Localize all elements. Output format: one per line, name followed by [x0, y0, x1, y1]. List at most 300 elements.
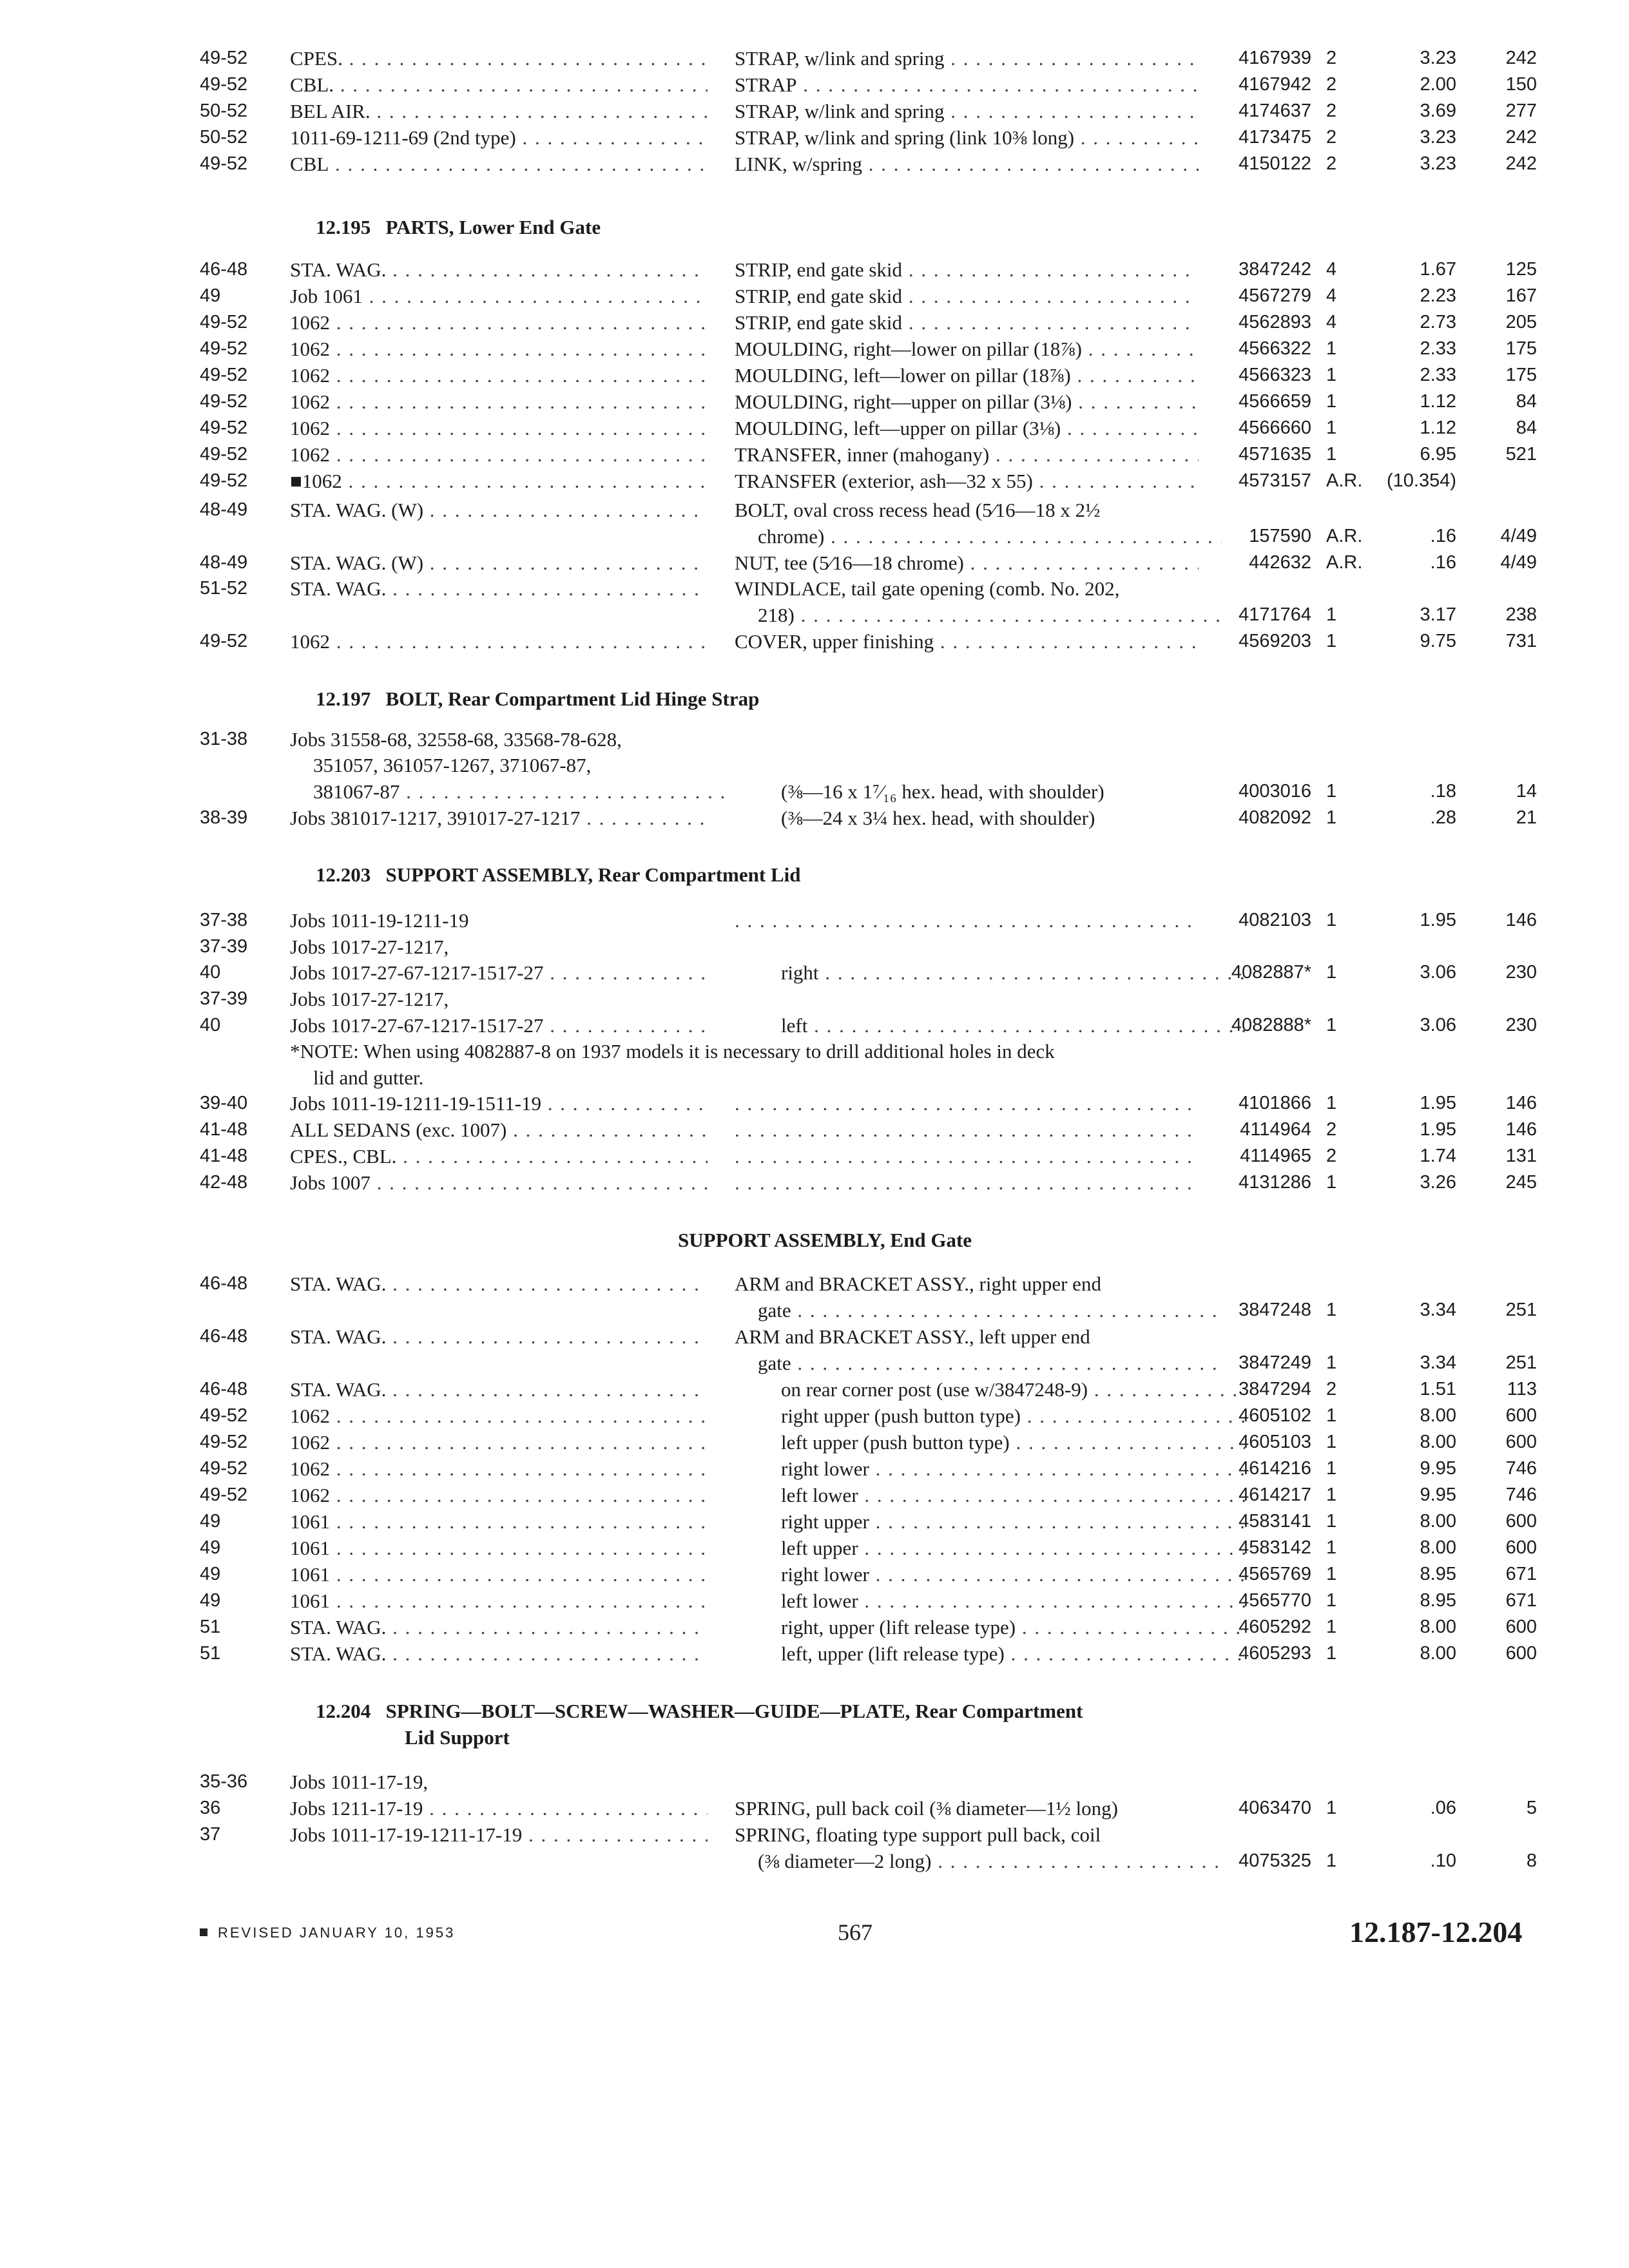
years-cell: 41-48	[200, 1119, 248, 1140]
description-cell: BOLT, oval cross recess head (5⁄16—18 x 2½	[735, 499, 1101, 521]
code-cell: 245	[1505, 1172, 1537, 1193]
section-title: SPRING—BOLT—SCREW—WASHER—GUIDE—PLATE, Rear Compartment	[385, 1700, 1083, 1722]
description-cell	[735, 1143, 1199, 1169]
model-cell: Jobs 31558-68, 32558-68, 33568-78-628,	[290, 728, 622, 751]
table-row	[0, 1297, 1629, 1323]
description-cell: MOULDING, left—upper on pillar (3⅛) . . .	[735, 415, 1199, 441]
part-number-cell: 3847248	[1239, 1300, 1311, 1320]
description-cell: MOULDING, right—lower on pillar (18⅞) . . .	[735, 336, 1199, 362]
model-cell: 1062 . . .	[290, 1482, 708, 1508]
part-number-cell: 4566659	[1239, 391, 1311, 412]
years-cell: 50-52	[200, 101, 248, 121]
table-row	[0, 309, 1629, 336]
model-cell: Jobs 1017-27-1217,	[290, 988, 449, 1010]
price-cell: 9.95	[1420, 1485, 1456, 1505]
code-cell: 205	[1505, 312, 1537, 332]
quantity-cell: 1	[1326, 1617, 1337, 1637]
description-cell: right upper (push button type) . . .	[735, 1403, 1245, 1429]
table-row	[0, 1640, 1629, 1667]
price-cell: 3.23	[1420, 127, 1456, 148]
table-row	[0, 1376, 1629, 1403]
price-cell: 1.12	[1420, 391, 1456, 412]
part-number-cell: 4167939	[1239, 48, 1311, 68]
description-cell: STRIP, end gate skid . . .	[735, 256, 1199, 283]
description-cell: left, upper (lift release type) . . .	[735, 1640, 1245, 1667]
years-cell: 36	[200, 1798, 221, 1818]
part-number-cell: 4571635	[1239, 444, 1311, 465]
part-number-cell: 4605102	[1239, 1405, 1311, 1426]
code-cell: 175	[1505, 365, 1537, 385]
model-cell: CBL . . .	[290, 151, 708, 177]
part-number-cell: 4565769	[1239, 1564, 1311, 1584]
table-row	[0, 550, 1629, 576]
price-cell: .28	[1430, 807, 1456, 828]
model-cell: STA. WAG. (W) . . .	[290, 497, 708, 523]
code-cell: 242	[1505, 153, 1537, 174]
price-cell: 3.17	[1420, 604, 1456, 625]
price-cell: 1.95	[1420, 1093, 1456, 1113]
description-cell	[735, 907, 1199, 934]
table-row	[0, 1350, 1629, 1376]
quantity-cell: 1	[1326, 338, 1337, 359]
table-row	[0, 934, 1629, 960]
years-cell: 49-52	[200, 48, 248, 68]
code-cell: 521	[1505, 444, 1537, 465]
note-line	[0, 1064, 1629, 1091]
years-cell: 46-48	[200, 259, 248, 280]
quantity-cell: 1	[1326, 444, 1337, 465]
code-cell: 167	[1505, 285, 1537, 306]
table-row	[0, 362, 1629, 389]
years-cell: 48-49	[200, 552, 248, 573]
price-cell: 1.95	[1420, 1119, 1456, 1140]
price-cell: 8.00	[1420, 1511, 1456, 1532]
quantity-cell: 1	[1326, 1300, 1337, 1320]
code-cell: 125	[1505, 259, 1537, 280]
table-row	[0, 98, 1629, 124]
description-cell: left lower . . .	[735, 1588, 1245, 1614]
years-cell: 39-40	[200, 1093, 248, 1113]
price-cell: 9.75	[1420, 631, 1456, 651]
table-row	[0, 1482, 1629, 1508]
model-cell: Jobs 381017-1217, 391017-27-1217 . . .	[290, 805, 708, 831]
price-cell: 3.23	[1420, 48, 1456, 68]
price-cell: .18	[1430, 781, 1456, 802]
quantity-cell: A.R.	[1326, 526, 1363, 546]
price-cell: 2.33	[1420, 365, 1456, 385]
description-cell	[735, 1169, 1199, 1196]
price-cell: 8.00	[1420, 1617, 1456, 1637]
model-cell: STA. WAG. (W) . . .	[290, 550, 708, 576]
model-cell: Jobs 1011-17-19-1211-17-19 . . .	[290, 1821, 708, 1848]
section-number: 12.204	[316, 1700, 371, 1722]
description-cell: gate . . .	[735, 1350, 1222, 1376]
code-cell: 84	[1516, 391, 1537, 412]
years-cell: 49-52	[200, 444, 248, 465]
part-number-cell: 4114964	[1240, 1119, 1311, 1140]
table-row	[0, 283, 1629, 309]
years-cell: 31-38	[200, 729, 248, 749]
price-cell: 2.73	[1420, 312, 1456, 332]
table-row	[0, 336, 1629, 362]
quantity-cell: 1	[1326, 1590, 1337, 1611]
part-number-cell: 3847294	[1239, 1379, 1311, 1399]
part-number-cell: 4605293	[1239, 1643, 1311, 1664]
years-cell: 37-38	[200, 910, 248, 930]
price-cell: .10	[1430, 1850, 1456, 1871]
table-row	[0, 778, 1629, 805]
description-cell: STRAP, w/link and spring (link 10⅜ long) . . .	[735, 124, 1199, 151]
part-number-cell: 4566322	[1239, 338, 1311, 359]
description-cell: TRANSFER, inner (mahogany) . . .	[735, 441, 1199, 468]
table-row	[0, 1169, 1629, 1196]
quantity-cell: 1	[1326, 1015, 1337, 1035]
model-cell: ■1062 . . .	[290, 468, 708, 494]
model-cell: BEL AIR. . . .	[290, 98, 708, 124]
table-row	[0, 1143, 1629, 1169]
years-cell: 49-52	[200, 338, 248, 359]
price-cell: 1.67	[1420, 259, 1456, 280]
table-row	[0, 523, 1629, 550]
section-number: 12.197	[316, 687, 371, 710]
table-row	[0, 1821, 1629, 1848]
quantity-cell: 4	[1326, 312, 1337, 332]
description-cell: right . . .	[735, 959, 1245, 986]
price-cell: 1.12	[1420, 418, 1456, 438]
model-cell: Jobs 1007 . . .	[290, 1169, 708, 1196]
model-cell: 1062 . . .	[290, 1429, 708, 1456]
part-number-cell: 4082103	[1239, 910, 1311, 930]
quantity-cell: 1	[1326, 1798, 1337, 1818]
code-cell: 21	[1516, 807, 1537, 828]
code-cell: 277	[1505, 101, 1537, 121]
code-cell: 242	[1505, 127, 1537, 148]
section-heading-12-203	[316, 861, 800, 888]
price-cell: 1.95	[1420, 910, 1456, 930]
table-row	[0, 1535, 1629, 1561]
years-cell: 48-49	[200, 499, 248, 520]
price-cell: 3.34	[1420, 1352, 1456, 1373]
note-text: lid and gutter.	[313, 1066, 424, 1089]
table-row	[0, 389, 1629, 415]
section-number: 12.203	[316, 863, 371, 886]
code-cell: 600	[1505, 1432, 1537, 1452]
description-cell: STRAP, w/link and spring . . .	[735, 98, 1199, 124]
page-number: 567	[838, 1919, 872, 1945]
section-range: 12.187-12.204	[1349, 1916, 1523, 1948]
part-number-cell: 4174637	[1239, 101, 1311, 121]
model-cell: 1062 . . .	[290, 336, 708, 362]
table-row	[0, 1271, 1629, 1297]
quantity-cell: 1	[1326, 604, 1337, 625]
price-cell: 3.06	[1420, 962, 1456, 983]
description-cell: 218) . . .	[735, 602, 1222, 628]
part-number-cell: 4562893	[1239, 312, 1311, 332]
table-row	[0, 986, 1629, 1012]
description-cell: LINK, w/spring . . .	[735, 151, 1199, 177]
code-cell: 746	[1505, 1485, 1537, 1505]
quantity-cell: 1	[1326, 1564, 1337, 1584]
years-cell: 49-52	[200, 631, 248, 651]
quantity-cell: 1	[1326, 1458, 1337, 1479]
note-text: *NOTE: When using 4082887-8 on 1937 models it is necessary to drill additional holes in deck	[290, 1040, 1055, 1062]
code-cell: 238	[1505, 604, 1537, 625]
price-cell: 8.00	[1420, 1643, 1456, 1664]
quantity-cell: 2	[1326, 74, 1337, 95]
model-cell: 1062 . . .	[290, 628, 708, 655]
price-cell: 3.23	[1420, 153, 1456, 174]
years-cell: 49-52	[200, 153, 248, 174]
description-cell: STRIP, end gate skid . . .	[735, 309, 1199, 336]
years-cell: 49-52	[200, 391, 248, 412]
table-row	[0, 1429, 1629, 1456]
years-cell: 51-52	[200, 578, 248, 599]
years-cell: 51	[200, 1617, 221, 1637]
part-number-cell: 4583142	[1239, 1537, 1311, 1558]
model-cell: STA. WAG. . . .	[290, 1376, 708, 1403]
price-cell: .06	[1430, 1798, 1456, 1818]
price-cell: 9.95	[1420, 1458, 1456, 1479]
price-cell: .16	[1430, 526, 1456, 546]
years-cell: 49-52	[200, 1485, 248, 1505]
table-row	[0, 575, 1629, 602]
model-cell: 1062 . . .	[290, 1403, 708, 1429]
revision-mark-icon	[200, 1928, 207, 1936]
quantity-cell: 1	[1326, 1511, 1337, 1532]
model-cell: STA. WAG. . . .	[290, 1323, 708, 1350]
description-cell: right, upper (lift release type) . . .	[735, 1614, 1245, 1640]
code-cell: 150	[1505, 74, 1537, 95]
table-row	[0, 1588, 1629, 1614]
model-cell: 1062 . . .	[290, 309, 708, 336]
price-cell: 3.34	[1420, 1300, 1456, 1320]
table-row	[0, 959, 1629, 986]
code-cell: 146	[1505, 1093, 1537, 1113]
table-row	[0, 1561, 1629, 1588]
description-cell: WINDLACE, tail gate opening (comb. No. 202,	[735, 577, 1120, 600]
model-cell: 1062 . . .	[290, 1456, 708, 1482]
model-cell: 351057, 361057-1267, 371067-87,	[313, 754, 592, 776]
price-cell: 8.95	[1420, 1564, 1456, 1584]
table-row	[0, 468, 1629, 494]
code-cell: 8	[1526, 1850, 1537, 1871]
model-cell: 1061 . . .	[290, 1508, 708, 1535]
revised-text: REVISED JANUARY 10, 1953	[218, 1925, 456, 1941]
code-cell: 671	[1505, 1564, 1537, 1584]
part-number-cell: 4075325	[1239, 1850, 1311, 1871]
section-title: SUPPORT ASSEMBLY, End Gate	[678, 1229, 972, 1251]
description-cell: on rear corner post (use w/3847248-9) . . .	[735, 1376, 1245, 1403]
quantity-cell: 1	[1326, 1537, 1337, 1558]
code-cell: 600	[1505, 1643, 1537, 1664]
section-number: 12.195	[316, 216, 371, 238]
quantity-cell: 1	[1326, 1172, 1337, 1193]
part-number-cell: 4566660	[1239, 418, 1311, 438]
model-cell: 1062 . . .	[290, 389, 708, 415]
quantity-cell: A.R.	[1326, 552, 1363, 573]
model-cell: ALL SEDANS (exc. 1007) . . .	[290, 1117, 708, 1143]
part-number-cell: 4131286	[1239, 1172, 1311, 1193]
code-cell: 746	[1505, 1458, 1537, 1479]
quantity-cell: 2	[1326, 1379, 1337, 1399]
description-cell: (⅜ diameter—2 long) . . .	[735, 1848, 1222, 1874]
part-number-cell: 4569203	[1239, 631, 1311, 651]
quantity-cell: 1	[1326, 962, 1337, 983]
years-cell: 46-48	[200, 1273, 248, 1294]
table-row	[0, 1456, 1629, 1482]
price-cell: 8.00	[1420, 1537, 1456, 1558]
description-cell: left upper . . .	[735, 1535, 1245, 1561]
table-row	[0, 124, 1629, 151]
quantity-cell: 1	[1326, 1405, 1337, 1426]
quantity-cell: 4	[1326, 259, 1337, 280]
years-cell: 49	[200, 1537, 221, 1558]
years-cell: 42-48	[200, 1172, 248, 1193]
table-row	[0, 441, 1629, 468]
section-title: Lid Support	[405, 1726, 510, 1749]
years-cell: 50-52	[200, 127, 248, 148]
description-cell: right lower . . .	[735, 1561, 1245, 1588]
quantity-cell: 1	[1326, 1432, 1337, 1452]
table-row	[0, 1795, 1629, 1821]
years-cell: 40	[200, 962, 221, 983]
table-row	[0, 1848, 1629, 1874]
section-heading-12-204-cont	[405, 1724, 510, 1751]
quantity-cell: 1	[1326, 910, 1337, 930]
code-cell: 230	[1505, 962, 1537, 983]
part-number-cell: 442632	[1249, 552, 1311, 573]
code-cell: 113	[1507, 1379, 1537, 1399]
table-row	[0, 805, 1629, 831]
model-cell: STA. WAG. . . .	[290, 1271, 708, 1297]
code-cell: 4/49	[1500, 552, 1537, 573]
description-cell	[735, 1090, 1199, 1117]
table-row	[0, 497, 1629, 523]
model-cell: Jobs 1011-19-1211-19-1511-19 . . .	[290, 1090, 708, 1117]
price-cell: 3.69	[1420, 101, 1456, 121]
model-cell: 1062 . . .	[290, 415, 708, 441]
part-number-cell: 4565770	[1239, 1590, 1311, 1611]
part-number-cell: 4082092	[1239, 807, 1311, 828]
model-cell: CBL. . . .	[290, 72, 708, 98]
quantity-cell: 1	[1326, 1850, 1337, 1871]
part-number-cell: 4003016	[1239, 781, 1311, 802]
part-number-cell: 157590	[1249, 526, 1311, 546]
code-cell: 600	[1505, 1537, 1537, 1558]
description-cell: gate . . .	[735, 1297, 1222, 1323]
quantity-cell: 1	[1326, 418, 1337, 438]
code-cell: 146	[1505, 1119, 1537, 1140]
years-cell: 35-36	[200, 1771, 248, 1792]
quantity-cell: 2	[1326, 48, 1337, 68]
price-cell: 3.26	[1420, 1172, 1456, 1193]
table-row	[0, 1614, 1629, 1640]
years-cell: 49-52	[200, 418, 248, 438]
code-cell: 4/49	[1500, 526, 1537, 546]
model-cell: 1061 . . .	[290, 1561, 708, 1588]
years-cell: 49	[200, 1564, 221, 1584]
part-number-cell: 4567279	[1239, 285, 1311, 306]
part-number-cell: 4605103	[1239, 1432, 1311, 1452]
description-cell: MOULDING, right—upper on pillar (3⅛) . . .	[735, 389, 1199, 415]
description-cell: TRANSFER (exterior, ash—32 x 55) . . .	[735, 468, 1199, 494]
quantity-cell: A.R.	[1326, 470, 1363, 491]
years-cell: 49	[200, 1590, 221, 1611]
years-cell: 49-52	[200, 1432, 248, 1452]
table-row	[0, 602, 1629, 628]
description-cell: SPRING, pull back coil (⅜ diameter—1½ long)	[735, 1797, 1118, 1820]
section-heading-12-195	[316, 214, 601, 240]
part-number-cell: 4566323	[1239, 365, 1311, 385]
quantity-cell: 1	[1326, 365, 1337, 385]
part-number-cell: 4150122	[1239, 153, 1311, 174]
description-cell: STRIP, end gate skid . . .	[735, 283, 1199, 309]
years-cell: 49	[200, 285, 221, 306]
note-line	[0, 1038, 1629, 1064]
section-title: SUPPORT ASSEMBLY, Rear Compartment Lid	[385, 863, 801, 886]
part-number-cell: 4614217	[1239, 1485, 1311, 1505]
section-heading-12-204	[316, 1698, 1083, 1724]
description-cell: STRAP . . .	[735, 72, 1199, 98]
model-cell: STA. WAG. . . .	[290, 256, 708, 283]
model-cell: CPES. . . .	[290, 45, 708, 72]
model-cell: STA. WAG. . . .	[290, 1614, 708, 1640]
part-number-cell: 4583141	[1239, 1511, 1311, 1532]
code-cell: 14	[1516, 781, 1537, 802]
price-cell: 8.00	[1420, 1432, 1456, 1452]
code-cell: 731	[1505, 631, 1537, 651]
years-cell: 41-48	[200, 1146, 248, 1166]
model-cell: Jobs 1017-27-1217,	[290, 936, 449, 958]
code-cell: 230	[1505, 1015, 1537, 1035]
model-cell: 1061 . . .	[290, 1588, 708, 1614]
table-row	[0, 1508, 1629, 1535]
quantity-cell: 2	[1326, 153, 1337, 174]
price-cell: 8.95	[1420, 1590, 1456, 1611]
quantity-cell: 1	[1326, 1352, 1337, 1373]
price-cell: 3.06	[1420, 1015, 1456, 1035]
table-row	[0, 1090, 1629, 1117]
table-row	[0, 1012, 1629, 1039]
model-cell: 1062 . . .	[290, 362, 708, 389]
description-cell: left lower . . .	[735, 1482, 1245, 1508]
years-cell: 51	[200, 1643, 221, 1664]
part-number-cell: 4114965	[1240, 1146, 1311, 1166]
years-cell: 49-52	[200, 312, 248, 332]
model-cell: 1061 . . .	[290, 1535, 708, 1561]
part-number-cell: 4173475	[1239, 127, 1311, 148]
table-row	[0, 907, 1629, 934]
code-cell: 600	[1505, 1511, 1537, 1532]
years-cell: 49-52	[200, 365, 248, 385]
code-cell: 251	[1505, 1352, 1537, 1373]
table-row	[0, 726, 1629, 753]
quantity-cell: 1	[1326, 1643, 1337, 1664]
years-cell: 49-52	[200, 1458, 248, 1479]
section-title: BOLT, Rear Compartment Lid Hinge Strap	[385, 687, 760, 710]
description-cell: right lower . . .	[735, 1456, 1245, 1482]
table-row	[0, 151, 1629, 177]
price-cell: 8.00	[1420, 1405, 1456, 1426]
years-cell: 37-39	[200, 988, 248, 1009]
model-cell: 1062 . . .	[290, 441, 708, 468]
price-cell: 2.33	[1420, 338, 1456, 359]
model-cell: Jobs 1017-27-67-1217-1517-27 . . .	[290, 1012, 708, 1039]
part-number-cell: 4082888*	[1231, 1015, 1311, 1035]
quantity-cell: 1	[1326, 781, 1337, 802]
code-cell: 5	[1526, 1798, 1537, 1818]
years-cell: 49-52	[200, 74, 248, 95]
